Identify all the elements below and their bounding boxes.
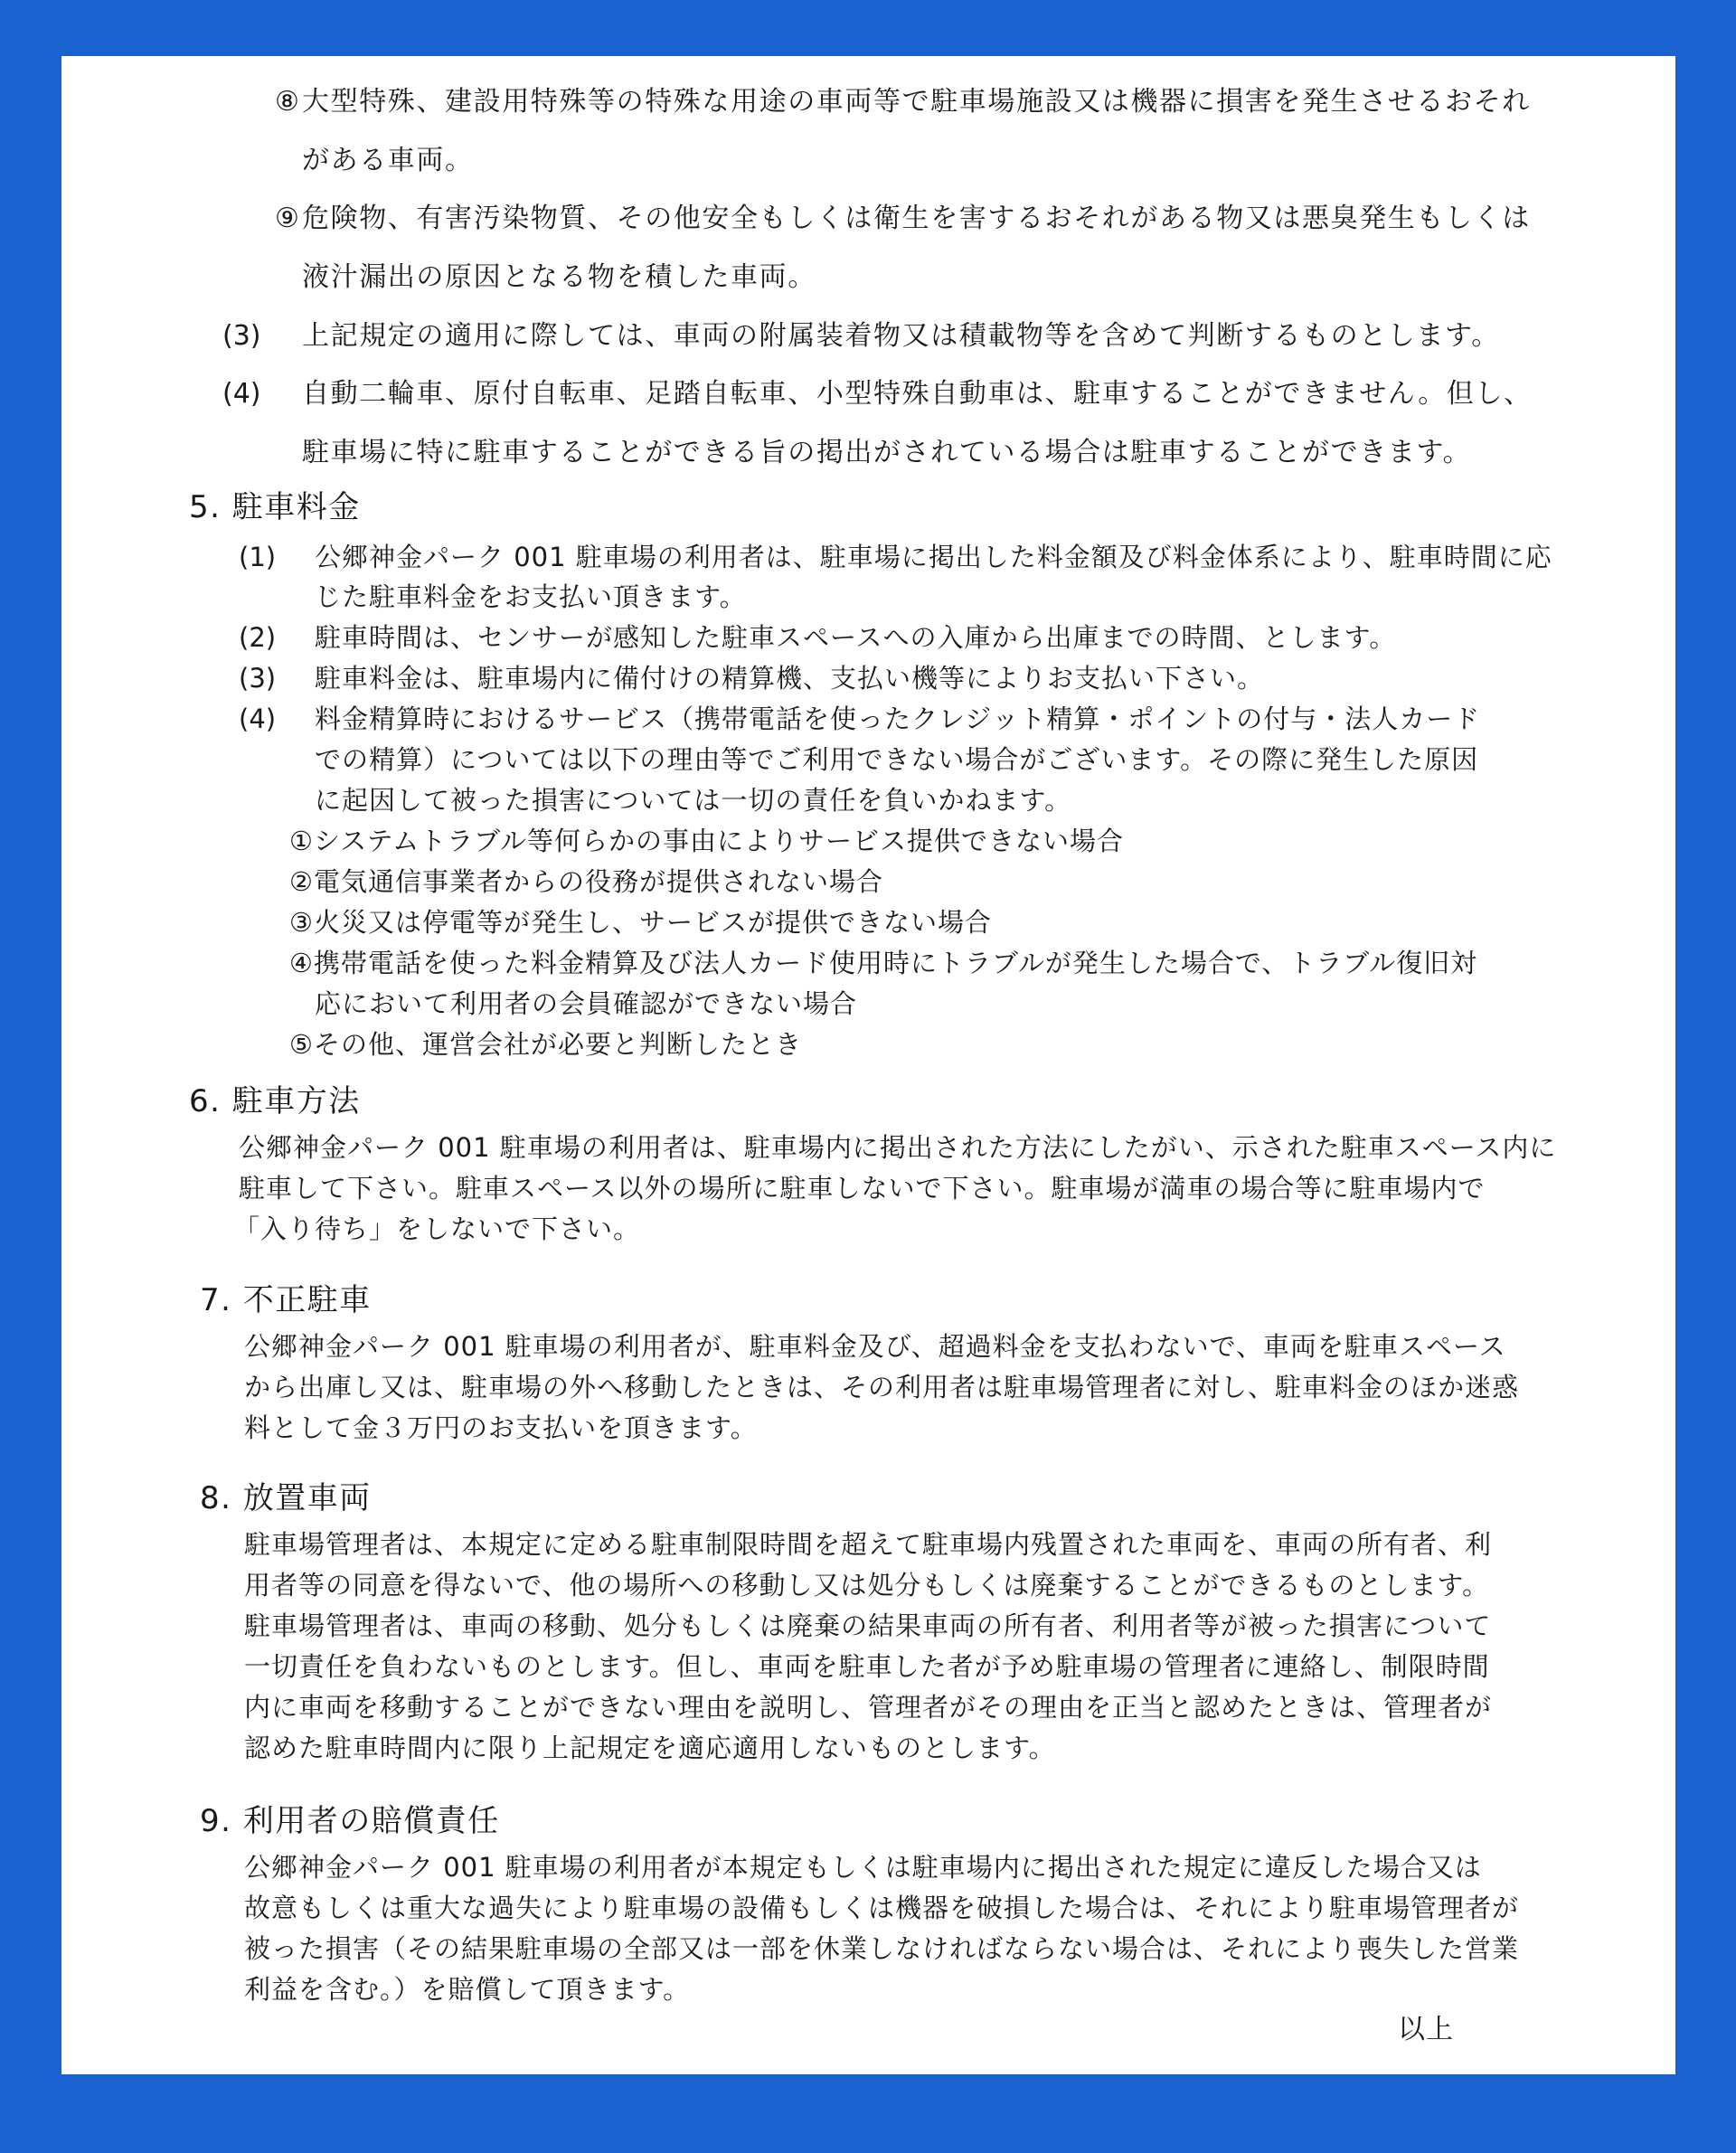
s8-line-1: 駐車場管理者は、本規定に定める駐車制限時間を超えて駐車場内残置された車両を、車両の所有者、利	[244, 1529, 1493, 1560]
s5-sub-item-2: ②電気通信事業者からの役務が提供されない場合	[289, 866, 883, 897]
s9-line-1: 公郷神金パーク 001 駐車場の利用者が本規定もしくは駐車場内に掲出された規定に違反した場合又は	[244, 1852, 1482, 1883]
s5-clause-1-line-2: じた駐車料金をお支払い頂きます。	[315, 581, 747, 612]
item-8-marker: ⑧	[275, 86, 301, 118]
s5-clause-4-line-2: での精算）については以下の理由等でご利用できない場合がございます。その際に発生した原因	[315, 744, 1479, 775]
s5-sub-item-3: ③火災又は停電等が発生し、サービスが提供できない場合	[289, 907, 992, 938]
parking-regulations	[61, 56, 1675, 2074]
s5-clause-3-line-1: 駐車料金は、駐車場内に備付けの精算機、支払い機等によりお支払い下さい。	[315, 663, 1265, 694]
section-7-heading: 7. 不正駐車	[200, 1282, 372, 1318]
item-9-line-2: 液汁漏出の原因となる物を積した車両。	[302, 261, 816, 293]
s7-line-2: から出庫し又は、駐車場の外へ移動したときは、その利用者は駐車場管理者に対し、駐車料金のほか迷惑	[244, 1372, 1520, 1402]
s8-line-5: 内に車両を移動することができない理由を説明し、管理者がその理由を正当と認めたときは、管理者が	[244, 1692, 1493, 1723]
item-8-line-2: がある車両。	[302, 145, 474, 176]
clause-3-line-1: 上記規定の適用に際しては、車両の附属装着物又は積載物等を含めて判断するものとします。	[302, 320, 1500, 352]
section-8-heading: 8. 放置車両	[200, 1480, 372, 1516]
s6-line-2: 駐車して下さい。駐車スペース以外の場所に駐車しないで下さい。駐車場が満車の場合等に駐車場内で	[239, 1173, 1486, 1204]
s5-clause-4-line-3: に起因して被った損害については一切の責任を負いかねます。	[315, 785, 1072, 816]
s7-line-3: 料として金３万円のお支払いを頂きます。	[244, 1412, 758, 1443]
item-9-line-1: 危険物、有害汚染物質、その他安全もしくは衛生を害するおそれがある物又は悪臭発生もしくは	[302, 203, 1531, 234]
section-5-heading: 5. 駐車料金	[189, 489, 361, 525]
section-6-heading: 6. 駐車方法	[189, 1083, 361, 1119]
s5-sub-item-5: ⑤その他、運営会社が必要と判断したとき	[289, 1029, 802, 1060]
s8-line-3: 駐車場管理者は、車両の移動、処分もしくは廃棄の結果車両の所有者、利用者等が被った損害について	[244, 1610, 1492, 1641]
s6-line-3: 「入り待ち」をしないで下さい。	[233, 1213, 641, 1244]
section-9-heading: 9. 利用者の賠償責任	[200, 1803, 500, 1839]
s5-clause-2-line-1: 駐車時間は、センサーが感知した駐車スペースへの入庫から出庫までの時間、とします。	[315, 622, 1397, 653]
s9-line-3: 被った損害（その結果駐車場の全部又は一部を休業しなければならない場合は、それにより喪失した営業	[244, 1933, 1520, 1964]
s5-clause-2-number: (2)	[239, 622, 277, 653]
s8-line-4: 一切責任を負わないものとします。但し、車両を駐車した者が予め駐車場の管理者に連絡し、制限時間	[244, 1651, 1490, 1682]
closing-mark: 以上	[1398, 2014, 1454, 2045]
s5-clause-1-line-1: 公郷神金パーク 001 駐車場の利用者は、駐車場に掲出した料金額及び料金体系により、駐車時間に応	[315, 542, 1552, 572]
item-8-line-1: 大型特殊、建設用特殊等の特殊な用途の車両等で駐車場施設又は機器に損害を発生させるおそれ	[302, 86, 1531, 118]
s5-clause-4-line-1: 料金精算時におけるサービス（携帯電話を使ったクレジット精算・ポイントの付与・法人カード	[315, 704, 1481, 734]
s9-line-2: 故意もしくは重大な過失により駐車場の設備もしくは機器を破損した場合は、それにより駐車場管理者が	[244, 1893, 1520, 1923]
clause-4-line-1: 自動二輪車、原付自転車、足踏自転車、小型特殊自動車は、駐車することができません。但し、	[302, 378, 1533, 410]
s7-line-1: 公郷神金パーク 001 駐車場の利用者が、駐車料金及び、超過料金を支払わないで、車両を駐車スペース	[244, 1331, 1506, 1362]
s5-sub-item-4-line-2: 応において利用者の会員確認ができない場合	[315, 988, 858, 1019]
s5-sub-item-1: ①システムトラブル等何らかの事由によりサービス提供できない場合	[289, 826, 1124, 856]
document-sheet	[61, 56, 1675, 2074]
s9-line-4: 利益を含む。）を賠償して頂きます。	[244, 1974, 691, 2005]
s8-line-6: 認めた駐車時間内に限り上記規定を適応適用しないものとします。	[244, 1733, 1056, 1763]
s5-sub-item-4-line-1: ④携帯電話を使った料金精算及び法人カード使用時にトラブルが発生した場合で、トラブル復旧対	[289, 948, 1478, 978]
clause-3-number: (3)	[222, 320, 261, 352]
s8-line-2: 用者等の同意を得ないで、他の場所への移動し又は処分もしくは廃棄することができるものとします。	[244, 1570, 1490, 1601]
clause-4-line-2: 駐車場に特に駐車することができる旨の掲出がされている場合は駐車することができます。	[302, 437, 1472, 468]
s5-clause-4-number: (4)	[239, 704, 277, 734]
s5-clause-1-number: (1)	[239, 542, 277, 572]
clause-4-number: (4)	[222, 378, 261, 410]
s5-clause-3-number: (3)	[239, 663, 277, 694]
s6-line-1: 公郷神金パーク 001 駐車場の利用者は、駐車場内に掲出された方法にしたがい、示された駐車スペース内に	[239, 1132, 1557, 1163]
item-9-marker: ⑨	[275, 203, 301, 234]
